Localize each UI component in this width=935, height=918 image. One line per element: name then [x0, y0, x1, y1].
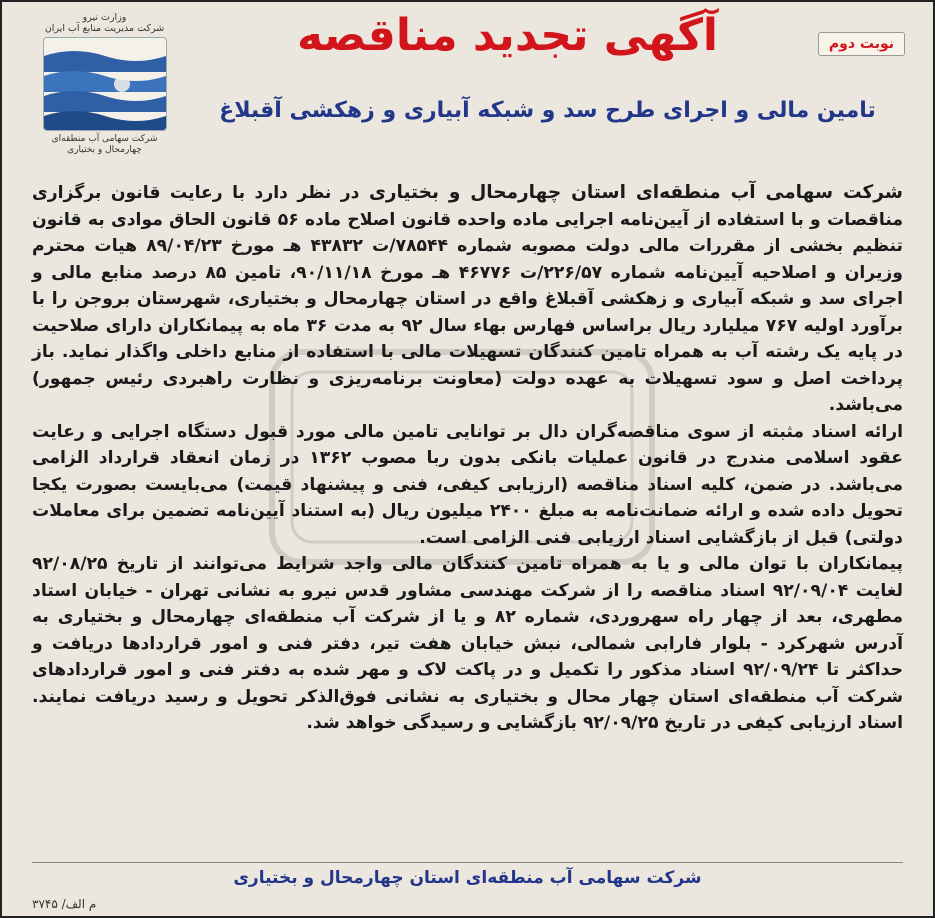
header: [2, 2, 933, 162]
logo-company-text: شرکت مدیریت منابع آب ایران: [44, 23, 165, 34]
notice-body: [32, 180, 903, 737]
reference-number: م الف/ ۳۷۴۵: [32, 897, 97, 911]
logo-regional-text-2: چهارمحال و بختیاری: [67, 145, 142, 155]
logo-regional-text-1: شرکت سهامی آب منطقه‌ای: [51, 134, 158, 144]
notice-title: آگهی تجدید مناقصه: [296, 10, 719, 61]
paragraph-1-text: در نظر دارد با رعایت قانون برگزاری مناقصات و با استفاده از آیین‌نامه اجرایی ماده واحده قانون اصلاح ماده ۵۶ قانون الحاق موادی به قانون تنظیم بخشی از مقررات مالی دولت مصوبه شماره ۷۸۵۴۴/ت ۴۳۸۳۲ هـ مورخ ۸۹/۰۴/۲۳ هیات محترم وزیران و اصلاحیه آیین‌نامه شماره ۲۲۶/۵۷/ت ۴۶۷۷۶ هـ مورخ ۹۰/۱۱/۱۸، تامین ۸۵ درصد منابع مالی و اجرای سد و شبکه آبیاری و زهکشی آقبلاغ واقع در استان چهارمحال و بختیاری، شهرستان بروجن را با برآورد اولیه ۷۶۷ میلیارد ریال براساس فهارس بهاء سال ۹۲ به مدت ۳۶ ماه به پیمانکاران دارای صلاحیت در پایه یک رشته آب به همراه تامین کنندگان تسهیلات مالی با استفاده از منابع داخلی واگذار نماید. باز پرداخت اصل و سود تسهیلات به عهده دولت (معاونت برنامه‌ریزی و نظارت راهبردی رئیس جمهور) می‌باشد.: [32, 183, 903, 415]
issuer-name: شرکت سهامی آب منطقه‌ای استان چهارمحال و بختیاری: [368, 182, 903, 203]
organization-logo: [32, 12, 177, 162]
footer-divider: [32, 862, 903, 863]
paragraph-2: ارائه اسناد مثبته از سوی مناقصه‌گران دال بر توانایی تامین مالی مورد قبول دستگاه اجرایی و رعایت عقود اسلامی مندرج در قانون عملیات بانکی بدون ربا مصوب ۱۳۶۲ در زمان انعقاد قرارداد الزامی می‌باشد. در ضمن، کلیه اسناد مناقصه (ارزیابی کیفی، فنی و پیشنهاد قیمت) می‌بایست بصورت یکجا تحویل داده شده و ارائه ضمانت‌نامه به مبلغ ۲۴۰۰ میلیون ریال (به استناد آیین‌نامه تضمین برای معاملات دولتی) قبل از بازگشایی اسناد ارزیابی فنی الزامی است.: [32, 421, 903, 548]
notice-subtitle: تامین مالی و اجرای طرح سد و شبکه آبیاری و زهکشی آقبلاغ: [219, 98, 876, 123]
logo-ministry-text: وزارت نیرو: [82, 12, 127, 23]
paragraph-1: [32, 180, 903, 419]
paragraph-3: پیمانکاران با توان مالی و یا به همراه تامین کنندگان مالی واجد شرایط می‌توانند از تاریخ ۹۲/۰۸/۲۵ لغایت ۹۲/۰۹/۰۴ اسناد مناقصه را از شرکت مهندسی مشاور قدس نیرو به نشانی تهران - خیابان استاد مطهری، بعد از چهار راه سهروردی، شماره ۸۲ و یا از شرکت آب منطقه‌ای چهارمحال و بختیاری به آدرس شهرکرد - بلوار فارابی شمالی، نبش خیابان هفت تیر، دفتر فنی و امور قراردادها دریافت و حداکثر تا ۹۲/۰۹/۲۴ اسناد مذکور را تکمیل و در پاکت لاک و مهر شده به دفتر فنی و امور قراردادهای شرکت آب منطقه‌ای استان چهار محال و بختیاری به نشانی فوق‌الذکر تحویل و رسید دریافت نمایند. اسناد ارزیابی کیفی در تاریخ ۹۲/۰۹/۲۵ بازگشایی و رسیدگی خواهد شد.: [32, 554, 903, 733]
water-emblem-icon: [43, 37, 167, 131]
second-round-badge: نوبت دوم: [818, 32, 905, 56]
footer-signature: شرکت سهامی آب منطقه‌ای استان چهارمحال و بختیاری: [233, 868, 702, 888]
